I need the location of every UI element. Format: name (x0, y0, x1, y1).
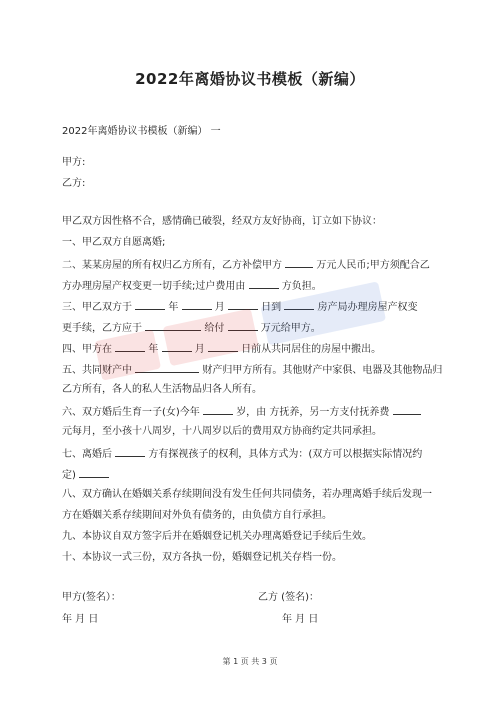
blank-field (393, 404, 421, 415)
party-a-label: 甲方: (62, 157, 86, 168)
clause-text: 方有探视孩子的权利，具体方式为：(双方可以根据实际情况约 (148, 449, 423, 460)
document-subtitle: 2022年离婚协议书模板（新编） 一 (62, 126, 221, 137)
clause-text: 五、共同财产中 (62, 365, 132, 376)
clause-text: 七、离婚后 (62, 449, 112, 460)
blank-field (208, 341, 238, 352)
blank-field (249, 278, 279, 289)
party-a-signature: 甲方(签名）： (62, 592, 121, 603)
clause-text: 岁，由 方抚养，另一方支付抚养费 (236, 407, 390, 418)
clause-8-line-1: 八、双方确认在婚姻关系存续期间没有发生任何共同债务，若办理离婚手续后发现一 (62, 489, 432, 500)
blank-field (228, 299, 258, 310)
clause-text: 日前从共同居住的房屋中搬出。 (241, 344, 382, 355)
blank-field (115, 446, 145, 457)
party-a-date: 年 月 日 (62, 614, 99, 625)
clause-8-line-2: 方在婚姻关系存续期间对外负有债务的，由负债方自行承担。 (62, 510, 332, 521)
clause-text: 四、甲方在 (62, 344, 112, 355)
party-b-date: 年 月 日 (282, 614, 319, 625)
clause-text: 月 (214, 302, 225, 313)
clause-text: 万元人民币;甲方须配合乙 (316, 260, 430, 271)
blank-field (285, 257, 313, 268)
clause-text: 万元给甲方。 (260, 323, 321, 334)
clause-text: 更手续，乙方应于 (62, 323, 142, 334)
document-title: 2022年离婚协议书模板（新编） (135, 70, 365, 88)
blank-field (182, 299, 212, 310)
clause-4 (62, 341, 442, 357)
clause-text: 财产归甲方所有。其他财产中家俱、电器及其他物品归 (202, 365, 443, 376)
clause-2-line-2 (62, 278, 442, 294)
blank-field (284, 299, 314, 310)
clause-10: 十、本协议一式三份，双方各执一份，婚姻登记机关存档一份。 (62, 552, 342, 563)
clause-1: 一、甲乙双方自愿离婚; (62, 237, 166, 248)
clause-text: 方办理房屋产权变更一切手续;过户费用由 (62, 281, 246, 292)
clause-text: 给付 (204, 323, 225, 334)
clause-text: 月 (194, 344, 205, 355)
clause-3-line-1 (62, 299, 442, 315)
clause-7-line-2 (62, 467, 442, 483)
blank-field (79, 467, 109, 478)
clause-5-line-1 (62, 362, 442, 378)
clause-5-line-2: 乙方所有，各人的私人生活物品归各人所有。 (62, 384, 262, 395)
intro-paragraph: 甲乙双方因性格不合，感情确已破裂，经双方友好协商，订立如下协议： (62, 216, 382, 227)
clause-9: 九、本协议自双方签字后并在婚姻登记机关办理离婚登记手续后生效。 (62, 531, 372, 542)
blank-field (135, 299, 165, 310)
clause-2-line-1 (62, 257, 442, 273)
clause-text: 三、甲乙双方于 (62, 302, 132, 313)
clause-text: 年 (168, 302, 179, 313)
blank-field (162, 341, 192, 352)
clause-text: 日到 (261, 302, 282, 313)
party-b-signature: 乙方 (签名)： (258, 592, 319, 603)
clause-text: 六、双方婚后生育一子(女)今年 (62, 407, 200, 418)
blank-field (228, 320, 258, 331)
clause-7-line-1 (62, 446, 442, 462)
page-footer: 第 1 页 共 3 页 (222, 657, 278, 666)
clause-text: 年 (148, 344, 159, 355)
clause-6-line-2: 元每月，至小孩十八周岁，十八周岁以后的费用双方协商约定共同承担。 (62, 426, 382, 437)
blank-field (115, 341, 145, 352)
clause-text: 定) (62, 470, 76, 481)
blank-field (135, 362, 199, 373)
clause-6-line-1 (62, 404, 442, 420)
party-b-label: 乙方: (62, 178, 86, 189)
clause-text: 方负担。 (281, 281, 322, 292)
blank-field (145, 320, 201, 331)
clause-text: 二、某某房屋的所有权归乙方所有，乙方补偿甲方 (62, 260, 282, 271)
blank-field (203, 404, 233, 415)
clause-text: 房产局办理房屋产权变 (317, 302, 418, 313)
clause-3-line-2 (62, 320, 442, 336)
